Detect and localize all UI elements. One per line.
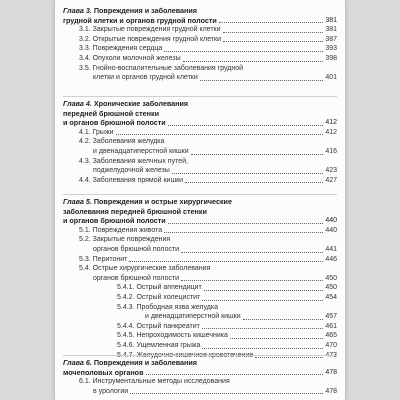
toc-entry	[63, 331, 337, 341]
entry-number: 5.4.3.	[117, 303, 135, 311]
entry-number: 5.2.	[79, 236, 91, 244]
chapter-title	[63, 6, 337, 16]
entry-text-continued: клетки и органов грудной клетки	[93, 74, 198, 82]
toc-entry	[63, 283, 337, 293]
toc-entry	[63, 44, 337, 54]
dot-leader	[219, 22, 323, 23]
entry-page: 423	[325, 167, 337, 175]
entry-text: Инструментальные методы исследования	[92, 378, 230, 386]
toc-entry	[63, 312, 337, 322]
dot-leader	[191, 154, 324, 155]
dot-leader	[202, 300, 323, 301]
toc-entry	[63, 25, 337, 35]
toc-entry	[63, 73, 337, 83]
dot-leader	[116, 134, 324, 135]
entry-number: 5.4.2.	[117, 293, 135, 301]
entry-page: 478	[325, 387, 337, 395]
entry-text: Закрытые повреждения грудной клетки	[92, 26, 221, 34]
toc-entry-first-line	[63, 235, 337, 245]
dot-leader	[243, 319, 324, 320]
chapter-title-last-line	[63, 118, 337, 128]
entry-number: 5.4.7.	[117, 351, 135, 359]
toc-entry-first-line	[63, 157, 337, 167]
entry-page: 398	[325, 54, 337, 62]
toc-entry	[63, 387, 337, 397]
dot-leader	[185, 182, 323, 183]
dot-leader	[172, 173, 324, 174]
dot-leader	[181, 252, 323, 253]
entry-number: 3.5.	[79, 64, 91, 72]
entry-text: Заболевания желчных путей,	[92, 157, 188, 165]
entry-text: Гнойно-воспалительные заболевания грудной	[92, 64, 244, 72]
entry-page: 446	[325, 255, 337, 263]
entry-text: Острый холецистит	[136, 293, 201, 301]
entry-text: Грыжи	[92, 128, 114, 136]
dot-leader	[230, 338, 323, 339]
chapter-5	[63, 197, 337, 360]
chapter-number: Глава 5.	[63, 197, 92, 206]
entry-number: 5.3.	[79, 255, 91, 263]
dot-leader	[146, 374, 324, 375]
chapter-divider	[63, 194, 337, 195]
toc-entry-first-line	[63, 377, 337, 387]
entry-text: Повреждения сердца	[92, 45, 163, 53]
dot-leader	[168, 125, 324, 126]
entry-text-continued: органов брюшной полости	[93, 274, 180, 282]
toc-page	[55, 0, 345, 400]
dot-leader	[130, 393, 323, 394]
entry-number: 5.4.6.	[117, 341, 135, 349]
entry-number: 3.1.	[79, 26, 91, 34]
toc-entry-first-line	[63, 264, 337, 274]
entry-number: 4.2.	[79, 138, 91, 146]
dot-leader	[223, 32, 324, 33]
chapter-divider	[63, 355, 337, 356]
entry-number: 5.4.5.	[117, 332, 135, 340]
chapter-number: Глава 4.	[63, 99, 92, 108]
toc-entry	[63, 35, 337, 45]
dot-leader	[168, 223, 324, 224]
chapter-number: Глава 6.	[63, 358, 92, 367]
toc-entry	[63, 176, 337, 186]
chapter-title-line: грудной клетки и органов грудной полости	[63, 15, 217, 25]
entry-page: 454	[325, 293, 337, 301]
entry-page: 401	[325, 74, 337, 82]
entry-page: 381	[325, 26, 337, 34]
entry-page: 470	[325, 341, 337, 349]
entry-number: 6.1.	[79, 378, 91, 386]
dot-leader	[164, 232, 323, 233]
toc-entry	[63, 147, 337, 157]
entry-text: Повреждения живота	[92, 226, 163, 234]
chapter-6	[63, 358, 337, 396]
entry-text-continued: и двенадцатиперстной кишки	[93, 147, 189, 155]
toc-entry	[63, 226, 337, 236]
dot-leader	[202, 328, 323, 329]
entry-text: Желудочно-кишечное кровотечение	[136, 351, 254, 359]
toc-entry-first-line	[63, 64, 337, 74]
chapter-title-last-line	[63, 368, 337, 378]
toc-entry	[63, 293, 337, 303]
entry-text: Закрытые повреждения	[92, 236, 171, 244]
entry-page: 416	[325, 147, 337, 155]
toc-entry	[63, 274, 337, 284]
chapter-title	[63, 197, 337, 207]
entry-text: Перитонит	[92, 255, 128, 263]
dot-leader	[181, 280, 323, 281]
dot-leader	[164, 51, 323, 52]
entry-text: Непроходимость кишечника	[136, 332, 228, 340]
chapter-3	[63, 6, 337, 83]
entry-text: Ущемленная грыжа	[136, 341, 201, 349]
entry-text: Заболевания желудка	[92, 138, 165, 146]
chapter-title-line: Хронические заболевания	[93, 99, 189, 108]
chapter-title-last-line	[63, 16, 337, 26]
toc-entry	[63, 341, 337, 351]
entry-number: 3.4.	[79, 54, 91, 62]
chapter-title-line: Повреждения и заболевания	[93, 358, 198, 367]
dot-leader	[129, 261, 323, 262]
chapter-title-line: Повреждения и заболевания	[93, 6, 198, 15]
chapter-number: Глава 3.	[63, 6, 92, 15]
entry-number: 3.2.	[79, 35, 91, 43]
entry-page: 440	[325, 226, 337, 234]
dot-leader	[223, 41, 323, 42]
dot-leader	[183, 61, 324, 62]
entry-number: 4.1.	[79, 128, 91, 136]
dot-leader	[200, 80, 324, 81]
entry-number: 3.3.	[79, 45, 91, 53]
entry-page: 465	[325, 332, 337, 340]
entry-page: 450	[325, 284, 337, 292]
toc-entry-first-line	[63, 137, 337, 147]
entry-text: Острый панкреатит	[136, 322, 200, 330]
toc-entry	[63, 166, 337, 176]
entry-number: 5.4.4.	[117, 322, 135, 330]
entry-page: 412	[325, 128, 337, 136]
chapter-title-last-line	[63, 216, 337, 226]
entry-page: 473	[325, 351, 337, 359]
entry-text-continued: органов брюшной полости	[93, 245, 180, 253]
entry-page: 427	[325, 176, 337, 184]
chapter-title-line: и органов брюшной полости	[63, 216, 166, 226]
chapter-title-line: мочеполовых органов	[63, 367, 144, 377]
entry-text: Острые хирургические заболевания	[92, 265, 211, 273]
toc-entry	[63, 54, 337, 64]
entry-text: Опухоли молочной железы	[92, 54, 181, 62]
dot-leader	[204, 290, 324, 291]
entry-number: 5.1.	[79, 226, 91, 234]
chapter-title-line: Повреждения и острые хирургические	[93, 197, 232, 206]
entry-number: 5.4.1.	[117, 284, 135, 292]
chapter-4	[63, 99, 337, 185]
entry-number: 5.4.	[79, 265, 91, 273]
entry-text-continued: в урологии	[93, 387, 129, 395]
entry-page: 387	[325, 35, 337, 43]
entry-text-continued: поджелудочной железы	[93, 167, 170, 175]
chapter-page: 478	[325, 368, 337, 376]
entry-text: Острый аппендицит	[136, 284, 202, 292]
toc-entry	[63, 322, 337, 332]
chapter-title-line: передней брюшной стенки	[63, 108, 160, 118]
chapter-page: 412	[325, 119, 337, 127]
chapter-title-line: и органов брюшной полости	[63, 118, 166, 128]
dot-leader	[202, 348, 323, 349]
chapter-title	[63, 358, 337, 368]
chapter-title-line: заболевания передней брюшной стенки	[63, 206, 207, 216]
toc-entry-first-line	[63, 303, 337, 313]
entry-number: 4.3.	[79, 157, 91, 165]
chapter-page: 440	[325, 217, 337, 225]
toc-entry	[63, 255, 337, 265]
chapter-page: 381	[325, 16, 337, 24]
entry-text: Заболевания прямой кишки	[92, 176, 184, 184]
toc-entry	[63, 128, 337, 138]
entry-number: 4.4.	[79, 176, 91, 184]
entry-page: 393	[325, 45, 337, 53]
chapter-title	[63, 99, 337, 109]
entry-text: Открытые повреждения грудной клетки	[92, 35, 222, 43]
toc-entry	[63, 245, 337, 255]
entry-text: Прободная язва желудка	[136, 303, 218, 311]
entry-page: 461	[325, 322, 337, 330]
chapter-divider	[63, 96, 337, 97]
entry-page: 441	[325, 245, 337, 253]
entry-text-continued: и двенадцатиперстной кишки	[145, 313, 241, 321]
entry-page: 457	[325, 313, 337, 321]
entry-page: 450	[325, 274, 337, 282]
